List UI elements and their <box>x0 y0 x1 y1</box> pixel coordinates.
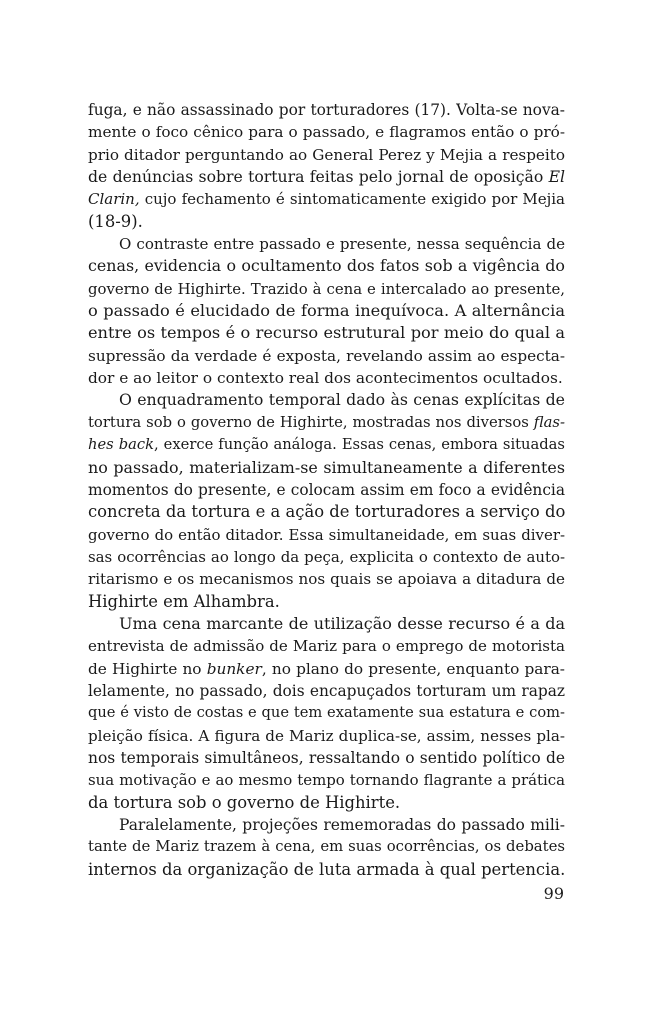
text-line <box>88 568 565 590</box>
text-segment: prio ditador perguntando ao General Perez y Mejia a respeito <box>88 145 565 164</box>
text-segment: de Highirte no <box>88 659 207 678</box>
text-segment: sua motivação e ao mesmo tempo tornando flagrante a prática <box>88 771 565 790</box>
text-line <box>88 591 565 613</box>
text-line <box>88 233 565 255</box>
text-segment: cenas, evidencia o ocultamento dos fatos sob a vigência do <box>88 256 565 276</box>
text-segment: ritarismo e os mecanismos nos quais se apoiava a ditadura de <box>88 570 565 589</box>
text-segment: governo do então ditador. Essa simultaneidade, em suas diver- <box>88 525 565 544</box>
text-segment: mente o foco cênico para o passado, e flagramos então o pró- <box>88 123 565 142</box>
text-line <box>88 345 565 367</box>
text-segment: cujo fechamento é sintomaticamente exigido por Mejia <box>139 190 565 209</box>
italic-text: Clarin, <box>88 190 140 209</box>
italic-text: bunker <box>206 659 262 678</box>
italic-text: hes back <box>88 436 154 454</box>
text-segment: Highirte em Alhambra. <box>88 591 280 611</box>
italic-text: El <box>548 167 565 187</box>
text-line <box>88 300 565 322</box>
text-line <box>88 546 565 568</box>
text-line <box>88 859 565 881</box>
text-line <box>88 457 565 479</box>
text-segment: O contraste entre passado e presente, nessa sequência de <box>119 235 565 254</box>
text-segment: dor e ao leitor o contexto real dos acontecimentos ocultados. <box>88 369 563 388</box>
page-body <box>88 99 565 881</box>
text-line <box>88 367 565 389</box>
text-segment: internos da organização de luta armada à qual pertencia. <box>88 859 566 879</box>
text-segment: momentos do presente, e colocam assim em foco a evidência <box>88 480 565 499</box>
italic-text: flas- <box>533 413 565 431</box>
page-number: 99 <box>543 884 564 903</box>
text-line <box>88 836 565 858</box>
text-segment: O enquadramento temporal dado às cenas explícitas de <box>119 390 565 410</box>
text-segment: (18-9). <box>88 211 143 231</box>
text-segment: concreta da tortura e a ação de torturadores a serviço do <box>88 502 566 522</box>
text-segment: Uma cena marcante de utilização desse recurso é a da <box>119 613 565 633</box>
text-line <box>88 501 565 523</box>
text-line <box>88 412 565 434</box>
text-segment: supressão da verdade é exposta, revelando assim ao especta- <box>88 346 565 365</box>
text-segment: , no plano do presente, enquanto para- <box>261 659 565 678</box>
text-segment: pleição física. A figura de Mariz duplica-se, assim, nesses pla- <box>88 726 565 745</box>
text-segment: governo de Highirte. Trazido à cena e intercalado ao presente, <box>88 279 565 298</box>
text-segment: , exerce função análoga. Essas cenas, embora situadas <box>153 436 565 454</box>
text-segment: Paralelamente, projeções rememoradas do passado mili- <box>119 816 565 834</box>
text-line <box>88 814 565 836</box>
text-segment: tante de Mariz trazem à cena, em suas ocorrências, os debates <box>88 838 565 856</box>
text-segment: de denúncias sobre tortura feitas pelo jornal de oposição <box>88 167 549 187</box>
text-line <box>88 188 565 210</box>
text-line <box>88 524 565 546</box>
text-segment: lelamente, no passado, dois encapuçados torturam um rapaz <box>88 681 565 700</box>
text-line <box>88 680 565 702</box>
text-line <box>88 613 565 635</box>
text-line <box>88 255 565 277</box>
text-line <box>88 121 565 143</box>
text-segment: da tortura sob o governo de Highirte. <box>88 792 401 812</box>
text-line <box>88 99 565 121</box>
text-line <box>88 144 565 166</box>
text-segment: que é visto de costas e que tem exatamente sua estatura e com- <box>88 704 565 722</box>
text-line <box>88 278 565 300</box>
text-line <box>88 635 565 657</box>
text-line <box>88 434 565 456</box>
text-segment: tortura sob o governo de Highirte, mostradas nos diversos <box>88 413 534 431</box>
text-line <box>88 792 565 814</box>
text-line <box>88 166 565 188</box>
text-line <box>88 702 565 724</box>
text-line <box>88 389 565 411</box>
text-line <box>88 479 565 501</box>
text-line <box>88 322 565 344</box>
text-line <box>88 658 565 680</box>
text-segment: sas ocorrências ao longo da peça, explicita o contexto de auto- <box>88 547 565 566</box>
text-line <box>88 725 565 747</box>
text-segment: o passado é elucidado de forma inequívoca. A alternância <box>88 301 565 321</box>
text-segment: entre os tempos é o recurso estrutural por meio do qual a <box>88 323 565 343</box>
text-segment: fuga, e não assassinado por torturadores (17). Volta-se nova- <box>88 101 565 119</box>
text-line <box>88 747 565 769</box>
text-segment: no passado, materializam-se simultaneamente a diferentes <box>88 457 565 477</box>
text-segment: nos temporais simultâneos, ressaltando o sentido político de <box>88 748 565 767</box>
text-segment: entrevista de admissão de Mariz para o emprego de motorista <box>88 637 565 656</box>
text-line <box>88 211 565 233</box>
text-line <box>88 769 565 791</box>
